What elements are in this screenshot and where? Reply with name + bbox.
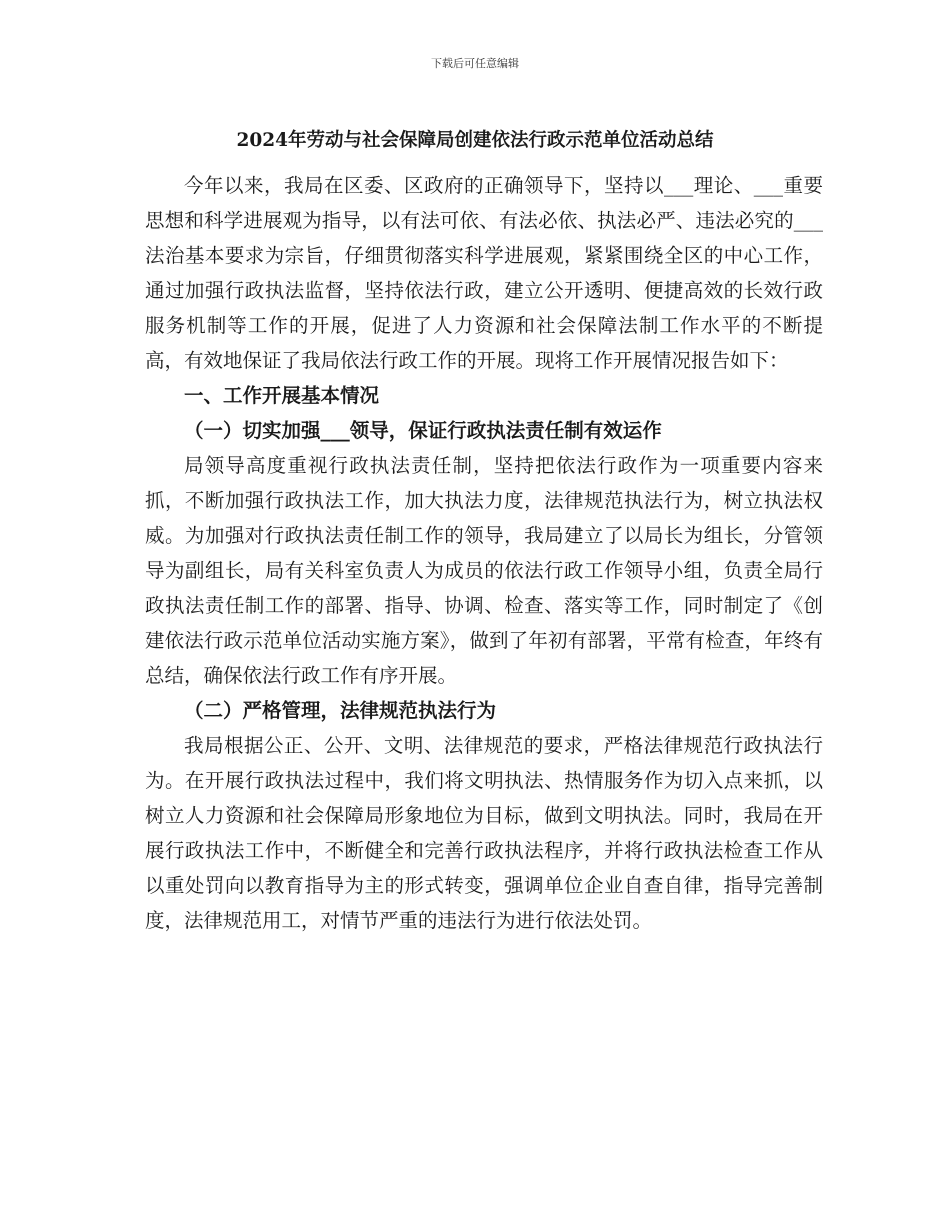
section-heading: 一、工作开展基本情况 (184, 384, 380, 407)
subsection-heading-1: （一）切实加强___领导，保证行政执法责任制有效运作 (184, 419, 662, 442)
header-note: 下载后可任意编辑 (431, 57, 519, 70)
subsection-body-1: 局领导高度重视行政执法责任制，坚持把依法行政作为一项重要内容来抓，不断加强行政执法工作，加大执法力度，法律规范执法行为，树立执法权威。为加强对行政执法责任制工作的领导，我局建立了以局长为组长，分管领导为副组长，局有关科室负责人为成员的依法行政工作领导小组，负责全局行政执法责任制工作的部署、指导、协调、检查、落实等工作，同时制定了《创建依法行政示范单位活动实施方案》，做到了年初有部署，平常有检查，年终有总结，确保依法行政工作有序开展。 (145, 454, 823, 687)
subsection-body-2: 我局根据公正、公开、文明、法律规范的要求，严格法律规范行政执法行为。在开展行政执法过程中，我们将文明执法、热情服务作为切入点来抓，以树立人力资源和社会保障局形象地位为目标，做到文明执法。同时，我局在开展行政执法工作中，不断健全和完善行政执法程序，并将行政执法检查工作从以重处罚向以教育指导为主的形式转变，强调单位企业自查自律，指导完善制度，法律规范用工，对情节严重的违法行为进行依法处罚。 (145, 734, 823, 932)
intro-paragraph: 今年以来，我局在区委、区政府的正确领导下，坚持以___理论、___重要思想和科学进展观为指导，以有法可依、有法必依、执法必严、违法必究的___法治基本要求为宗旨，仔细贯彻落实科学进展观，紧紧围绕全区的中心工作，通过加强行政执法监督，坚持依法行政，建立公开透明、便捷高效的长效行政服务机制等工作的开展，促进了人力资源和社会保障法制工作水平的不断提高，有效地保证了我局依法行政工作的开展。现将工作开展情况报告如下： (145, 174, 823, 372)
subsection-heading-2: （二）严格管理，法律规范执法行为 (184, 699, 497, 722)
document-body (145, 168, 823, 938)
document-title: 2024年劳动与社会保障局创建依法行政示范单位活动总结 (236, 130, 714, 151)
